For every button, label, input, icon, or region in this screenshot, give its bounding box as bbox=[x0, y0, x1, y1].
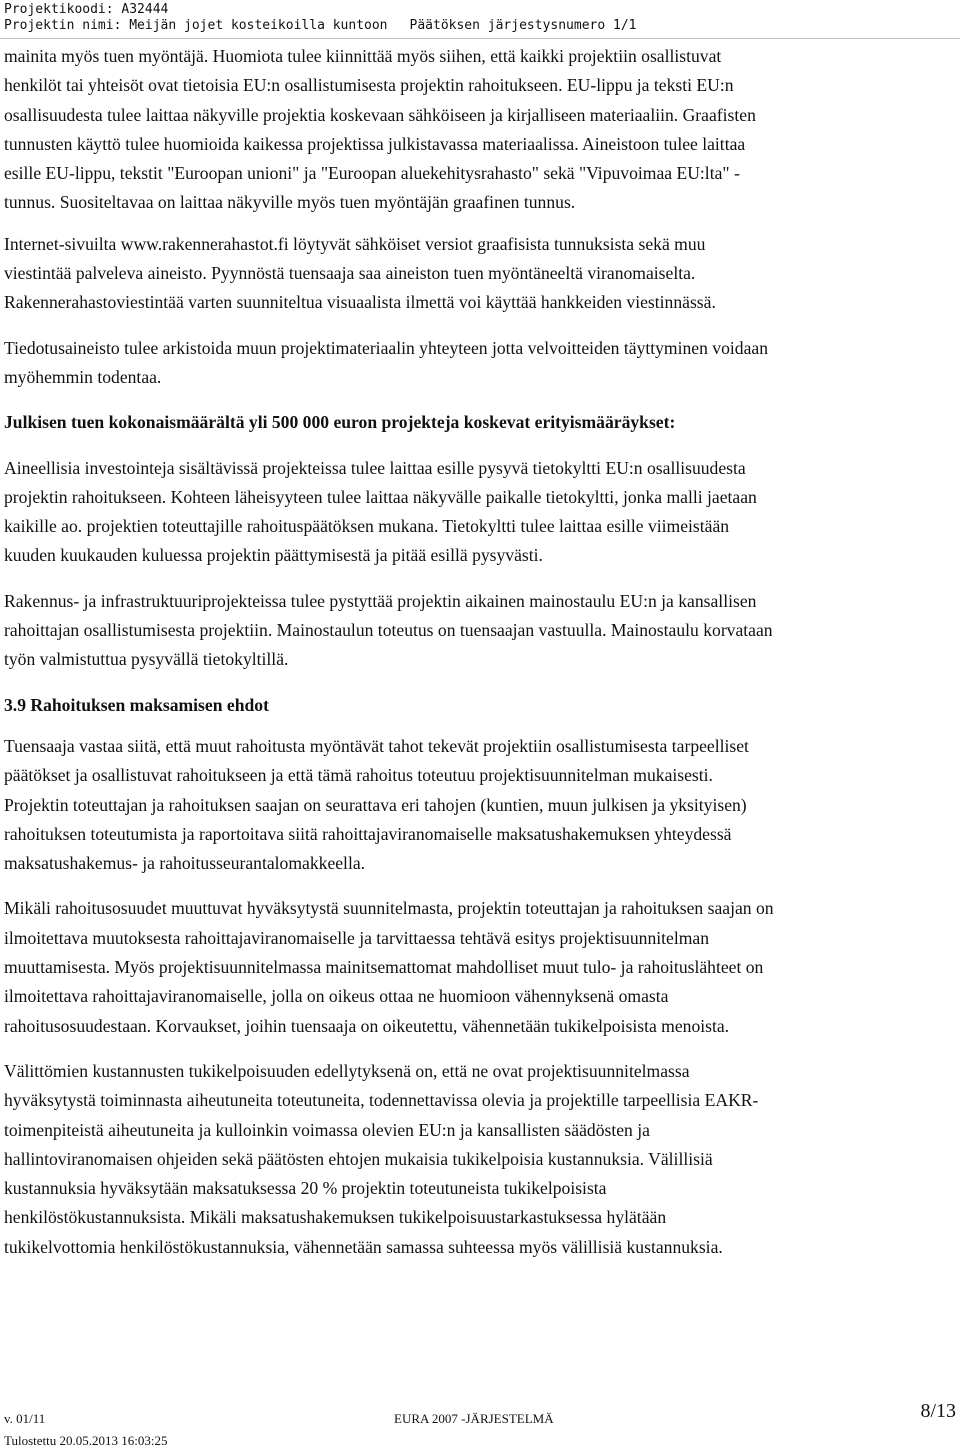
decision-number: Päätöksen järjestysnumero 1/1 bbox=[409, 18, 637, 33]
project-code: Projektikoodi: A32444 bbox=[4, 2, 169, 17]
paragraph-financiers: Tuensaaja vastaa siitä, että muut rahoitusta myöntävät tahot tekevät projektiin osallistumisesta tarpeelliset päätökset ja osallistuvat rahoitukseen ja että tämä rahoitus toteutuu projektisuunnitelman mukaisesti. Projektin toteuttajan ja rahoituksen saajan on seurattava eri tahojen (kuntien, muun julkisen ja yksityisen) rahoituksen toteutumista ja raportoitava siitä rahoittajaviranomaiselle maksatushakemuksen yhteydessä maksatushakemus- ja rahoitusseurantalomakkeella. bbox=[4, 735, 749, 874]
project-name: Projektin nimi: Meijän jojet kosteikoilla kuntoon bbox=[4, 18, 388, 33]
paragraph-internet: Internet-sivuilta www.rakennerahastot.fi löytyvät sähköiset versiot graafisista tunnuksista sekä muu viestintää palveleva aineisto. Pyynnöstä tuensaaja saa aineiston tuen myöntäneeltä viranomaiselta. Rakennerahastoviestintää varten suunniteltua visuaalista ilmettä voi käyttää hankkeiden viestinnässä. bbox=[4, 233, 716, 313]
paragraph-construction: Rakennus- ja infrastruktuuriprojekteissa tulee pystyttää projektin aikainen mainostaulu EU:n ja kansallisen rahoittajan osallistumisesta projektiin. Mainostaulun toteutus on tuensaajan vastuulla. Mainostaulu korvataan työn valmistuttua pysyvällä tietokyltillä. bbox=[4, 590, 773, 670]
paragraph-archiving: Tiedotusaineisto tulee arkistoida muun projektimateriaalin yhteyteen jotta velvoitteiden täyttyminen voidaan myöhemmin todentaa. bbox=[4, 337, 769, 387]
document-header bbox=[4, 2, 637, 34]
paragraph-publicity: mainita myös tuen myöntäjä. Huomiota tulee kiinnittää myös siihen, että kaikki projektiin osallistuvat henkilöt tai yhteisöt ovat tietoisia EU:n osallistumisesta projektin rahoitukseen. EU-lippu ja teksti EU:n osallisuudesta tulee laittaa näkyville projektia koskevaan sähköiseen ja kirjalliseen materiaaliin. Graafisten tunnusten käyttö tulee huomioida kaikessa projektissa julkistavassa materiaalissa. Aineistoon tulee laittaa esille EU-lippu, tekstit "Euroopan unioni" ja "Euroopan aluekehitysrahasto" sekä "Vipuvoimaa EU:lta" - tunnus. Suositeltavaa on laittaa näkyville myös tuen myöntäjän graafinen tunnus. bbox=[4, 46, 756, 213]
footer-printed-date: Tulostettu 20.05.2013 16:03:25 bbox=[4, 1433, 168, 1448]
heading-special-provisions: Julkisen tuen kokonaismäärältä yli 500 000 euron projekteja koskevat erityismääräykset: bbox=[4, 412, 676, 433]
footer-version: v. 01/11 bbox=[4, 1411, 46, 1426]
footer-system: EURA 2007 -JÄRJESTELMÄ bbox=[394, 1411, 554, 1426]
document-body bbox=[4, 42, 954, 1262]
header-divider bbox=[0, 38, 960, 39]
paragraph-changes: Mikäli rahoitusosuudet muuttuvat hyväksytystä suunnitelmasta, projektin toteuttajan ja rahoituksen saajan on ilmoitettava muutoksesta rahoittajaviranomaiselle ja tarvittaessa tehtävä esitys projektisuunnitelman muuttamisesta. Myös projektisuunnitelmassa mainitsemattomat mahdolliset muut tulo- ja rahoituslähteet on ilmoitettava rahoittajaviranomaiselle, jolla on oikeus ottaa ne huomioon vähennyksenä omasta rahoitusosuudestaan. Korvaukset, joihin tuensaaja on oikeutettu, vähennetään tukikelpoisista menoista. bbox=[4, 898, 774, 1036]
paragraph-eligibility: Välittömien kustannusten tukikelpoisuuden edellytyksenä on, että ne ovat projektisuunnitelmassa hyväksytystä toiminnasta aiheutuneita toteutuneita, todennettavissa olevia ja projektille tarpeellisia EAKR- toimenpiteistä aiheutuneita ja kulloinkin voimassa olevien EU:n ja kansallisten säädösten ja hallintoviranomaisen ohjeiden sekä päätösten ehtojen mukaisia tukikelpoisia kustannuksia. Välillisiä kustannuksia hyväksytään maksatuksessa 20 % projektin toteutuneista tukikelpoisista henkilöstökustannuksista. Mikäli maksatushakemuksen tukikelpoisuustarkastuksessa hylätään tukikelvottomia henkilöstökustannuksia, vähennetään samassa suhteessa myös välillisiä kustannuksia. bbox=[4, 1060, 759, 1257]
paragraph-investments: Aineellisia investointeja sisältävissä projekteissa tulee laittaa esille pysyvä tietokyltti EU:n osallisuudesta projektin rahoitukseen. Kohteen läheisyyteen tulee laittaa näkyvälle paikalle tietokyltti, jonka malli jaetaan kaikille ao. projektien toteuttajille rahoituspäätöksen mukana. Tietokyltti tulee laittaa esille viimeistään kuuden kuukauden kuluessa projektin päättymisestä ja pitää esillä pysyvästi. bbox=[4, 457, 757, 566]
footer-page-number: 8/13 bbox=[920, 1400, 956, 1422]
heading-payment-terms: 3.9 Rahoituksen maksamisen ehdot bbox=[4, 694, 269, 715]
